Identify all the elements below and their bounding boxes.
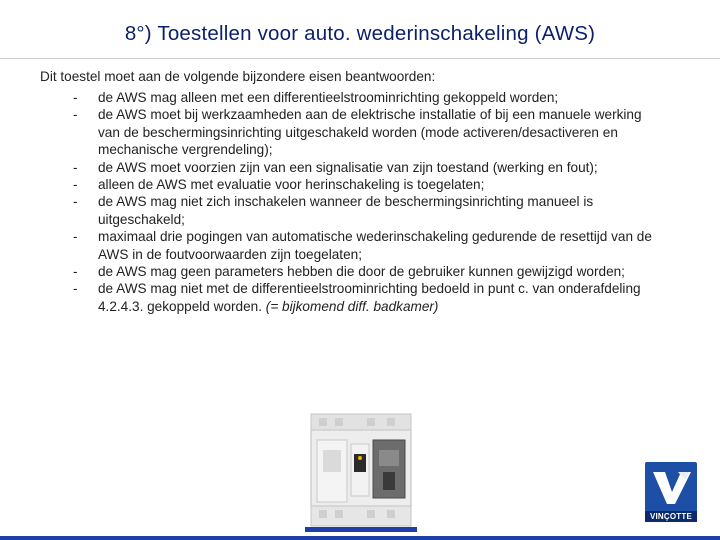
list-item bbox=[66, 159, 666, 176]
list-item bbox=[66, 193, 666, 228]
list-item-text: de AWS mag niet met de differentieelstroominrichting bedoeld in punt c. van onderafdeling 4.2.4.3. gekoppeld worden. bbox=[98, 281, 641, 314]
bullet-dash: - bbox=[73, 229, 78, 245]
bullet-dash: - bbox=[73, 90, 78, 105]
logo-background bbox=[645, 462, 697, 512]
intro-text: Dit toestel moet aan de volgende bijzondere eisen beantwoorden: bbox=[40, 69, 436, 84]
device-underline bbox=[305, 527, 417, 532]
list-item bbox=[66, 176, 666, 193]
list-item-text: alleen de AWS met evaluatie voor herinschakeling is toegelaten; bbox=[98, 177, 485, 193]
vincotte-logo bbox=[645, 462, 697, 522]
bullet-dash: - bbox=[73, 177, 78, 193]
bullet-dash: - bbox=[73, 194, 78, 210]
bullet-dash: - bbox=[73, 159, 78, 175]
list-item-text: de AWS mag niet zich inschakelen wanneer de beschermingsinrichting manueel is uitgeschakeld; bbox=[98, 194, 594, 227]
slide-title: 8°) Toestellen voor auto. wederinschakeling (AWS) bbox=[124, 22, 596, 45]
requirements-list bbox=[66, 89, 666, 315]
checkmark-v-icon bbox=[645, 462, 697, 512]
list-item bbox=[66, 228, 666, 263]
list-item-note: (= bijkomend diff. badkamer) bbox=[265, 298, 439, 314]
list-item bbox=[66, 263, 666, 280]
title-divider bbox=[0, 58, 720, 59]
bullet-dash: - bbox=[73, 281, 78, 297]
list-item-text: maximaal drie pogingen van automatische wederinschakeling gedurende de resettijd van de AWS in de foutvoorwaarden zijn toegelaten; bbox=[98, 229, 652, 262]
aws-breaker-device-image bbox=[305, 410, 417, 530]
list-item-text: de AWS moet bij werkzaamheden aan de elektrische installatie of bij een manuele werking van de beschermingsinrichting uitgeschakeld worden (mode activeren/desactiveren en mechanische vergrendeling); bbox=[98, 107, 642, 158]
list-item bbox=[66, 280, 666, 315]
bullet-dash: - bbox=[73, 107, 78, 123]
list-item bbox=[66, 89, 666, 106]
bottom-band bbox=[0, 536, 720, 540]
list-item bbox=[66, 106, 666, 158]
list-item-text: de AWS mag geen parameters hebben die door de gebruiker kunnen gewijzigd worden; bbox=[98, 264, 625, 280]
logo-text: VINÇOTTE bbox=[645, 511, 697, 522]
list-item-text: de AWS mag alleen met een differentieelstroominrichting gekoppeld worden; bbox=[98, 90, 559, 105]
bullet-dash: - bbox=[73, 264, 78, 280]
list-item-text: de AWS moet voorzien zijn van een signalisatie van zijn toestand (werking en fout); bbox=[98, 159, 598, 175]
